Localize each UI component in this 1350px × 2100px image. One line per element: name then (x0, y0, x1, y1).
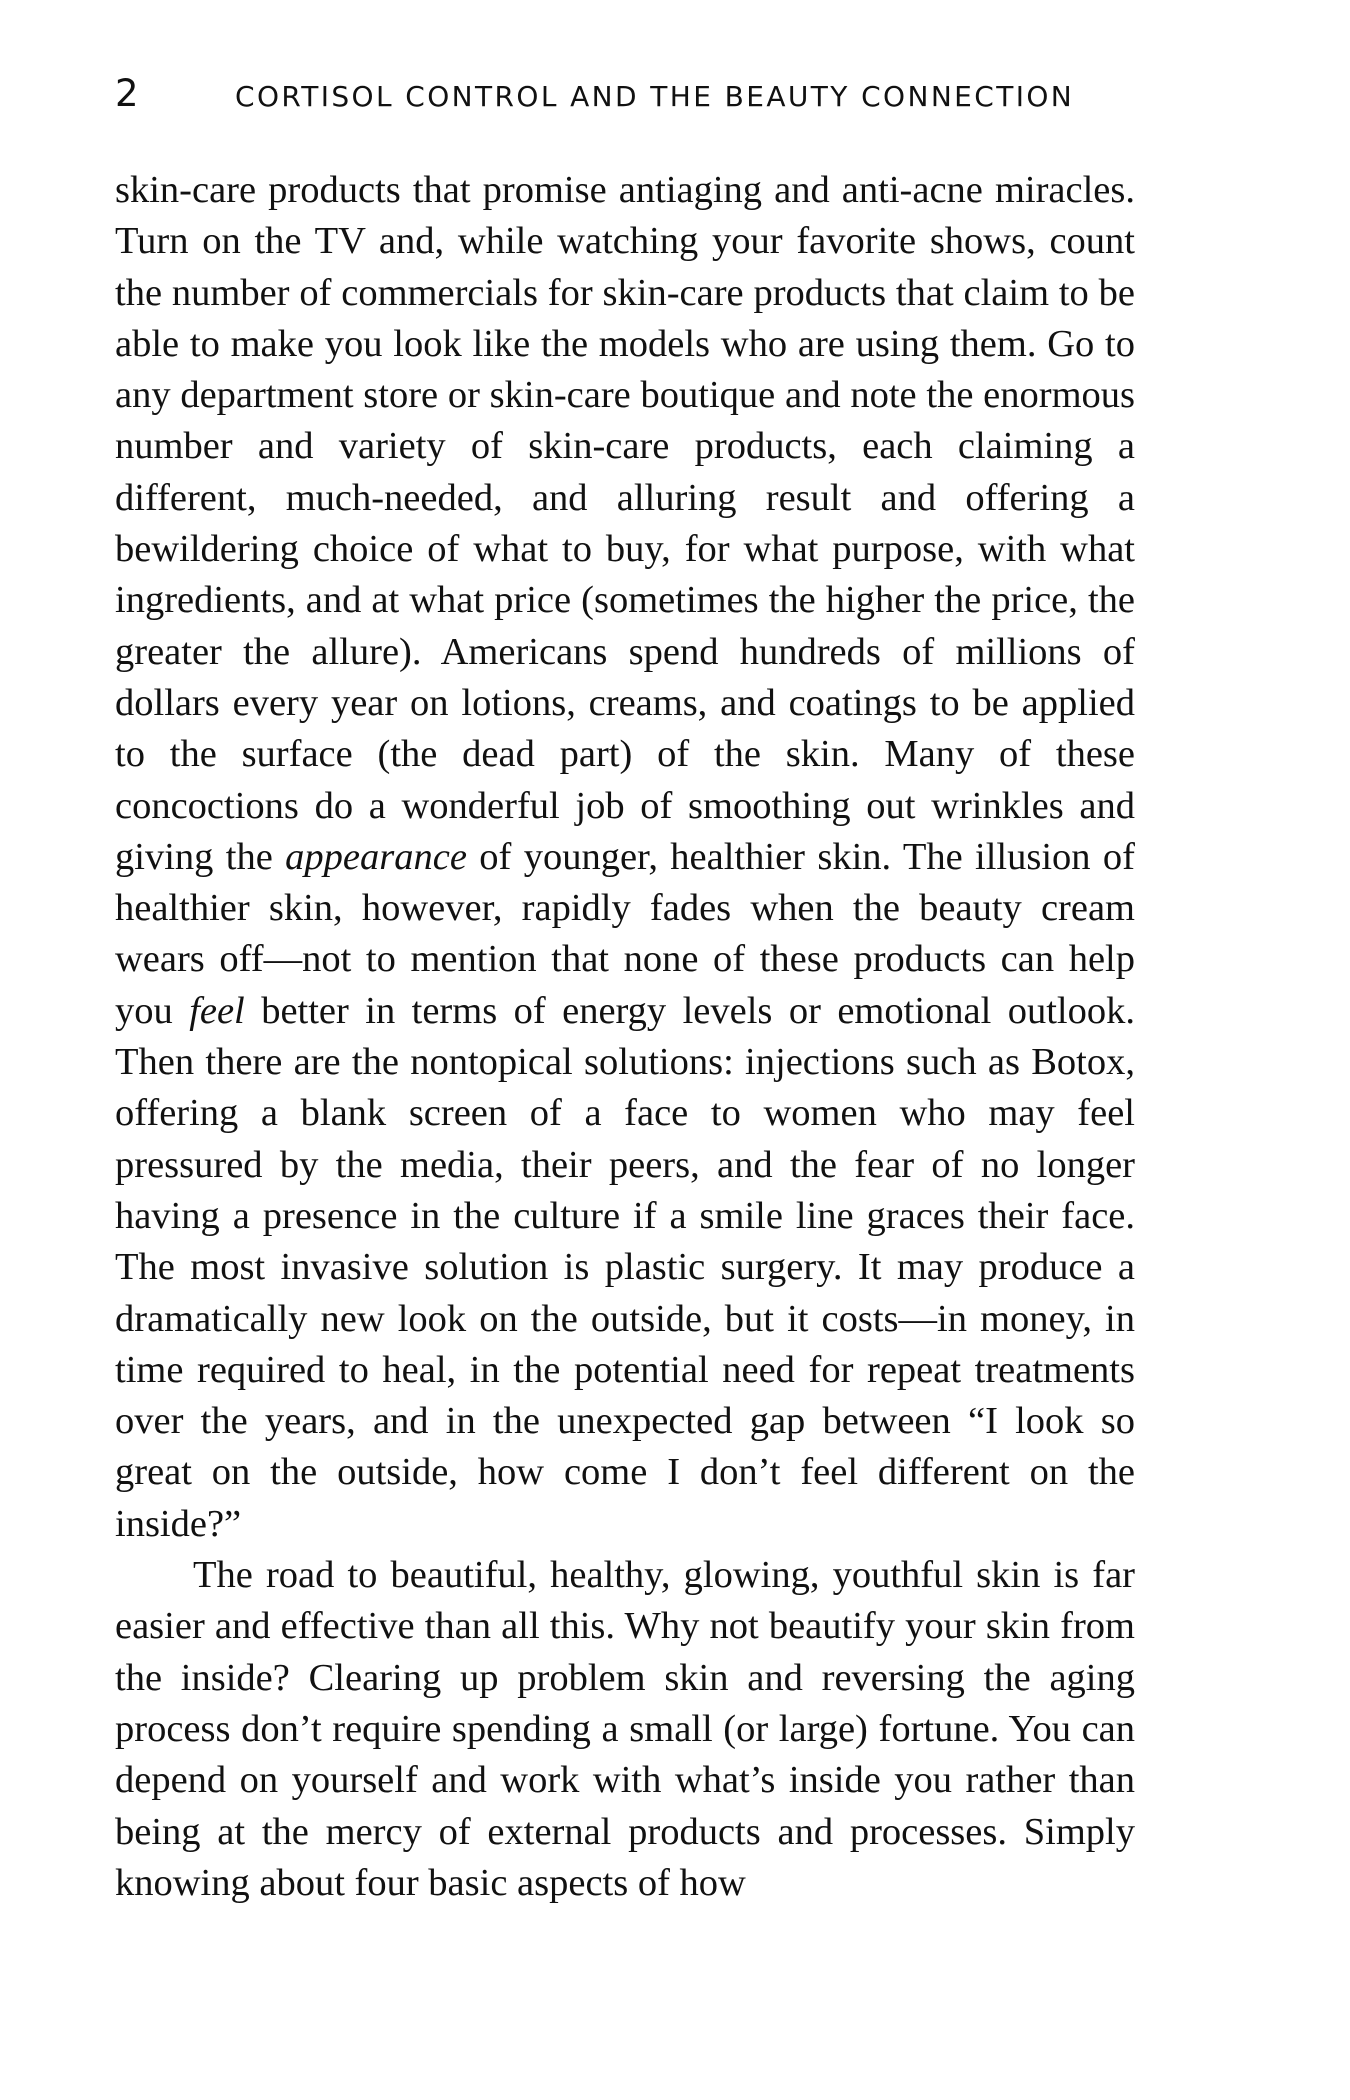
body-text (115, 165, 1135, 1909)
paragraph-1-text-a: skin-care products that promise antiaging and anti-acne miracles. Turn on the TV and, while watching your favorite shows, count the number of commercials for skin-care products that claim to be able to make you look like the models who are using them. Go to any department store or skin-care boutique and note the enormous number and variety of skin-care products, each claiming a different, much-needed, and alluring result and offering a bewildering choice of what to buy, for what purpose, with what ingredients, and at what price (sometimes the higher the price, the greater the allure). Americans spend hundreds of millions of dollars every year on lotions, creams, and coatings to be applied to the surface (the dead part) of the skin. Many of these concoctions do a wonderful job of smoothing out wrinkles and giving the (115, 169, 1135, 878)
emphasis-appearance: appearance (285, 835, 467, 878)
paragraph-2: The road to beautiful, healthy, glowing, youthful skin is far easier and effective than all this. Why not beautify your skin from the inside? Clearing up problem skin and reversing the aging process don’t require spending a small (or large) fortune. You can depend on yourself and work with what’s inside you rather than being at the mercy of external products and processes. Simply knowing about four basic aspects of how (115, 1554, 1135, 1904)
running-head (115, 72, 1155, 122)
emphasis-feel: feel (189, 989, 245, 1032)
paragraph-1-text-b: of younger, healthier skin. The illusion of healthier skin, however, rapidly fades when the beauty cream wears off—not to mention that none of these products can help you (115, 835, 1135, 1032)
running-title: CORTISOL CONTROL AND THE BEAUTY CONNECTION (235, 80, 1075, 113)
paragraph-1 (115, 165, 1135, 1550)
paragraph-1-text-c: better in terms of energy levels or emotional outlook. Then there are the nontopical solutions: injections such as Botox, offering a blank screen of a face to women who may feel pressured by the media, their peers, and the fear of no longer having a presence in the culture if a smile line graces their face. The most invasive solution is plastic surgery. It may produce a dramatically new look on the outside, but it costs—in money, in time required to heal, in the potential need for repeat treatments over the years, and in the unexpected gap between “I look so great on the outside, how come I don’t feel different on the inside?” (115, 989, 1135, 1545)
page-number: 2 (115, 72, 139, 115)
